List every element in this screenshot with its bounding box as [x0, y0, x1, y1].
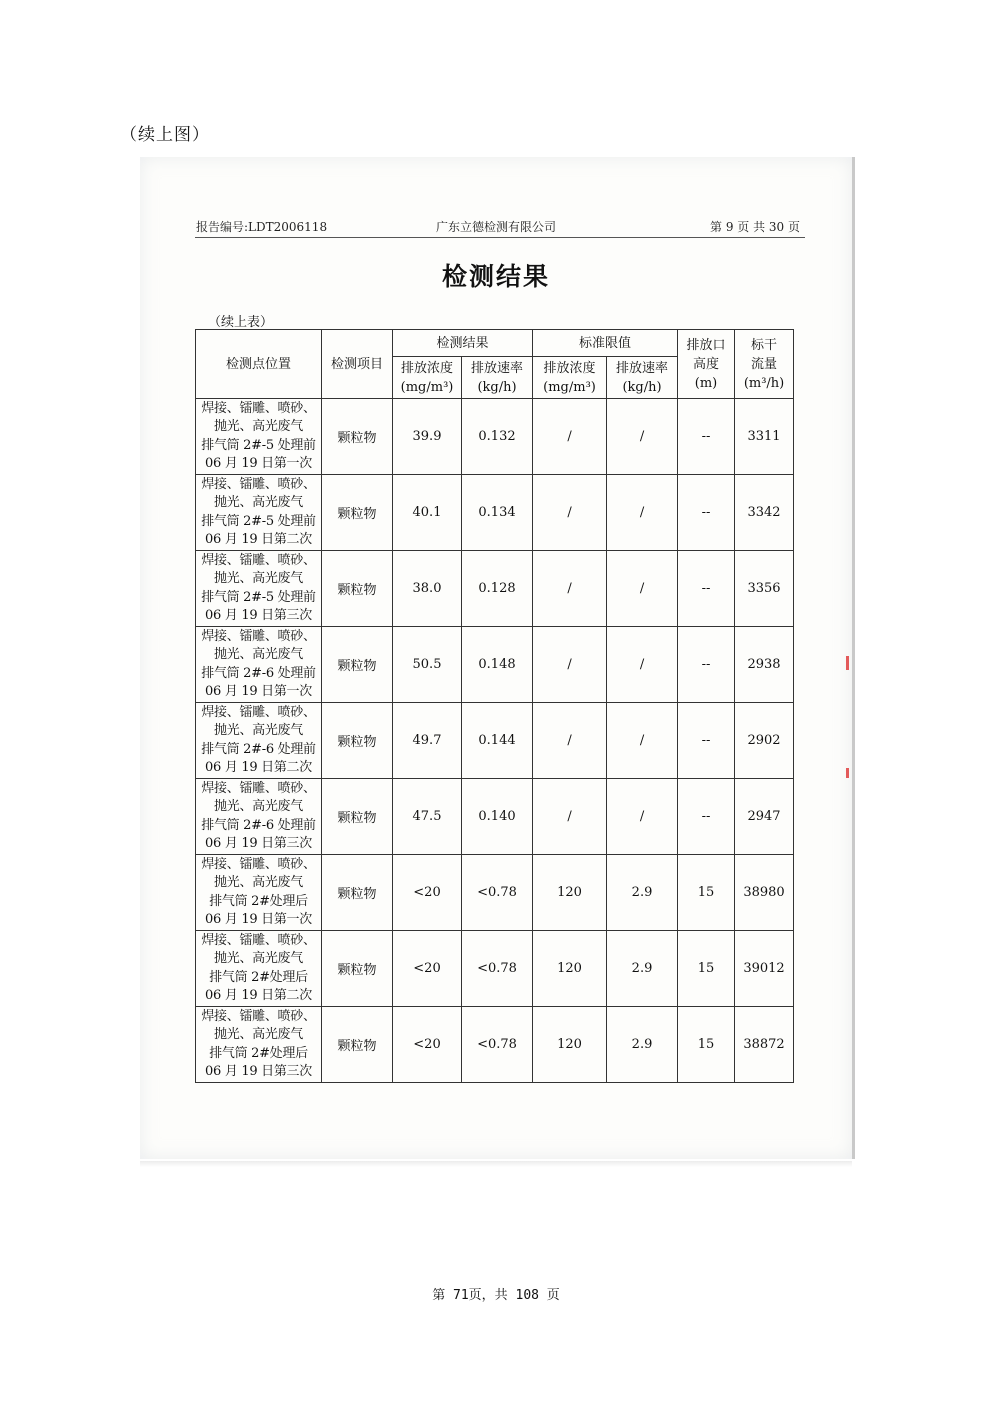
cell-outlet-height: 15	[678, 855, 735, 931]
header-item: 检测项目	[322, 330, 393, 399]
cell-dry-flow: 39012	[735, 931, 794, 1007]
table-row	[196, 779, 794, 855]
cell-item: 颗粒物	[322, 855, 393, 931]
cell-item: 颗粒物	[322, 1007, 393, 1083]
continued-table-note: （续上表）	[208, 315, 274, 330]
cell-outlet-height: --	[678, 551, 735, 627]
header-limit-rate: 排放速率 (kg/h)	[607, 357, 678, 399]
cell-dry-flow: 2938	[735, 627, 794, 703]
cell-location: 焊接、镭雕、喷砂、 抛光、高光废气 排气筒 2#-5 处理前 06 月 19 日第二次	[196, 475, 322, 551]
cell-location: 焊接、镭雕、喷砂、 抛光、高光废气 排气筒 2#处理后 06 月 19 日第三次	[196, 1007, 322, 1083]
cell-limit-conc: 120	[533, 1007, 607, 1083]
cell-emission-conc: 40.1	[393, 475, 462, 551]
table-row	[196, 703, 794, 779]
cell-limit-conc: /	[533, 779, 607, 855]
cell-dry-flow: 3311	[735, 399, 794, 475]
cell-dry-flow: 2902	[735, 703, 794, 779]
cell-limit-rate: /	[607, 627, 678, 703]
cell-outlet-height: 15	[678, 931, 735, 1007]
header-row-1	[196, 330, 794, 357]
company-name: 广东立德检测有限公司	[436, 220, 557, 234]
cell-outlet-height: --	[678, 475, 735, 551]
cell-item: 颗粒物	[322, 475, 393, 551]
results-table-wrapper	[195, 329, 793, 1083]
cell-location: 焊接、镭雕、喷砂、 抛光、高光废气 排气筒 2#-6 处理前 06 月 19 日第一次	[196, 627, 322, 703]
results-table	[195, 329, 794, 1083]
cell-emission-rate: <0.78	[462, 855, 533, 931]
cell-emission-conc: 38.0	[393, 551, 462, 627]
cell-limit-conc: /	[533, 627, 607, 703]
cell-dry-flow: 38872	[735, 1007, 794, 1083]
table-row	[196, 399, 794, 475]
header-location: 检测点位置	[196, 330, 322, 399]
cell-item: 颗粒物	[322, 551, 393, 627]
cell-limit-rate: /	[607, 399, 678, 475]
results-table-body	[196, 399, 794, 1083]
cell-item: 颗粒物	[322, 779, 393, 855]
cell-limit-rate: 2.9	[607, 855, 678, 931]
cell-outlet-height: --	[678, 627, 735, 703]
cell-limit-rate: /	[607, 703, 678, 779]
cell-emission-rate: 0.128	[462, 551, 533, 627]
cell-emission-conc: 49.7	[393, 703, 462, 779]
cell-emission-rate: 0.144	[462, 703, 533, 779]
report-title: 检测结果	[441, 262, 550, 291]
table-row	[196, 627, 794, 703]
cell-dry-flow: 3356	[735, 551, 794, 627]
cell-outlet-height: --	[678, 703, 735, 779]
report-number: 报告编号:LDT2006118	[196, 220, 328, 234]
cell-item: 颗粒物	[322, 399, 393, 475]
header-result-group: 检测结果	[393, 330, 533, 357]
header-outlet-height: 排放口 高度 (m)	[678, 330, 735, 399]
cell-emission-rate: 0.148	[462, 627, 533, 703]
cell-emission-conc: 39.9	[393, 399, 462, 475]
cell-item: 颗粒物	[322, 931, 393, 1007]
cell-emission-conc: 50.5	[393, 627, 462, 703]
cell-limit-conc: 120	[533, 931, 607, 1007]
table-row	[196, 855, 794, 931]
scanned-report-page	[140, 157, 855, 1159]
cell-emission-rate: 0.132	[462, 399, 533, 475]
table-row	[196, 931, 794, 1007]
continued-figure-caption: （续上图）	[120, 125, 210, 145]
cell-location: 焊接、镭雕、喷砂、 抛光、高光废气 排气筒 2#处理后 06 月 19 日第二次	[196, 931, 322, 1007]
cell-outlet-height: --	[678, 399, 735, 475]
cell-emission-conc: <20	[393, 931, 462, 1007]
header-limit-conc: 排放浓度 (mg/m³)	[533, 357, 607, 399]
cell-outlet-height: 15	[678, 1007, 735, 1083]
page-footer: 第 71页，共 108 页	[432, 1288, 560, 1303]
cell-location: 焊接、镭雕、喷砂、 抛光、高光废气 排气筒 2#-5 处理前 06 月 19 日第一次	[196, 399, 322, 475]
scan-edge-mark	[846, 656, 849, 670]
cell-location: 焊接、镭雕、喷砂、 抛光、高光废气 排气筒 2#-5 处理前 06 月 19 日第三次	[196, 551, 322, 627]
cell-limit-rate: /	[607, 475, 678, 551]
cell-dry-flow: 38980	[735, 855, 794, 931]
cell-location: 焊接、镭雕、喷砂、 抛光、高光废气 排气筒 2#-6 处理前 06 月 19 日第三次	[196, 779, 322, 855]
cell-dry-flow: 2947	[735, 779, 794, 855]
cell-location: 焊接、镭雕、喷砂、 抛光、高光废气 排气筒 2#-6 处理前 06 月 19 日第二次	[196, 703, 322, 779]
header-divider	[195, 237, 805, 238]
cell-item: 颗粒物	[322, 703, 393, 779]
cell-limit-conc: /	[533, 399, 607, 475]
cell-emission-conc: 47.5	[393, 779, 462, 855]
cell-item: 颗粒物	[322, 627, 393, 703]
cell-limit-rate: 2.9	[607, 1007, 678, 1083]
table-row	[196, 475, 794, 551]
cell-limit-rate: /	[607, 551, 678, 627]
cell-emission-conc: <20	[393, 855, 462, 931]
cell-emission-rate: <0.78	[462, 1007, 533, 1083]
table-row	[196, 1007, 794, 1083]
cell-emission-conc: <20	[393, 1007, 462, 1083]
cell-emission-rate: 0.134	[462, 475, 533, 551]
cell-outlet-height: --	[678, 779, 735, 855]
cell-emission-rate: 0.140	[462, 779, 533, 855]
report-page-count: 第 9 页 共 30 页	[710, 220, 800, 234]
header-emission-conc: 排放浓度 (mg/m³)	[393, 357, 462, 399]
cell-limit-conc: /	[533, 551, 607, 627]
cell-limit-conc: /	[533, 475, 607, 551]
cell-limit-rate: 2.9	[607, 931, 678, 1007]
header-dry-flow: 标干 流量 (m³/h)	[735, 330, 794, 399]
header-emission-rate: 排放速率 (kg/h)	[462, 357, 533, 399]
cell-emission-rate: <0.78	[462, 931, 533, 1007]
cell-limit-conc: /	[533, 703, 607, 779]
scan-edge-mark	[846, 768, 849, 778]
cell-limit-rate: /	[607, 779, 678, 855]
header-limit-group: 标准限值	[533, 330, 678, 357]
cell-limit-conc: 120	[533, 855, 607, 931]
cell-location: 焊接、镭雕、喷砂、 抛光、高光废气 排气筒 2#处理后 06 月 19 日第一次	[196, 855, 322, 931]
table-row	[196, 551, 794, 627]
cell-dry-flow: 3342	[735, 475, 794, 551]
